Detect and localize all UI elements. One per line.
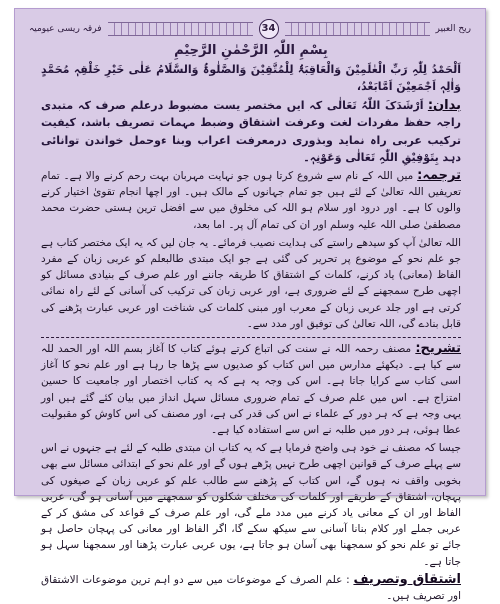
tarjama-paragraph-2: اللہ تعالیٰ آپ کو سیدھے راستے کی ہدایت نصیب فرمائے۔ یہ جان لیں کہ یہ ایک مختصر کتاب ہے جو علم نحو کے موضوع پر تحریر کی گئی ہے جو ایک مبتدی طالبعلم کو عربی زبان کے مفرد الفاظ (معانی) یاد کرنے، کلمات کے اشتقاق کا طریقہ جاننے اور علم صرف کے بنیادی مسائل کو اچھی طرح سمجھنے کے لئے ضروری ہے، اور عربی زبان کی ترکیب کی آسانی کے لئے راہ نمائی کرتی ہے اور جلد عربی زبان کے معرب اور مبنی کلمات کی شناخت اور عربی عبارت پڑھنے کی قابل بنادے گی، اللہ تعالیٰ کی توفیق اور مدد سے۔ (41, 236, 461, 330)
page-header (29, 19, 471, 39)
tashreeh-heading: تشریح: (415, 341, 461, 357)
section-divider (41, 337, 461, 338)
header-left-title: فرقہ ریسی عیومیہ (29, 24, 102, 34)
header-ornament-left (108, 22, 253, 36)
basmala: بِسْمِ اللّٰہِ الرَّحْمٰنِ الرَّحِیْمِ (174, 43, 328, 58)
bada-heading: بدان: (427, 98, 462, 114)
bada-paragraph (41, 97, 461, 166)
opening-arabic: اَلْحَمْدُ لِلّٰہِ رَبِّ الْعٰلَمِیْنَ وَالْعَاقِبَۃُ لِلْمُتَّقِیْنَ وَالصَّلٰوۃُ وَالسَّلَامُ عَلٰی خَیْرِ خَلْقِہٖ مُحَمَّدٍ وَاٰلِہٖ اَجْمَعِیْنَ اَمَّابَعْدُ، (41, 63, 461, 94)
header-right-title: ریح العبیر (435, 24, 472, 34)
ishtiqaq-paragraph (41, 572, 461, 604)
page-content (41, 43, 462, 603)
book-page (14, 8, 486, 603)
ishtiqaq-heading: اشتقاق وتصریف (353, 571, 461, 587)
header-ornament-right (285, 22, 430, 36)
tashreeh-paragraph-1 (41, 341, 461, 438)
tashreeh-paragraph-2: جیسا کہ مصنف نے خود ہی واضح فرمایا ہے کہ یہ کتاب ان مبتدی طلبہ کے لئے ہے جنہوں نے اس سے پہلے صرف کے قوانین اچھی طرح نہیں پڑھے ہوں گے اور علم نحو کے ابتدائی مسائل سے بھی بخوبی واقف نہ ہوں گے، اس کتاب کے پڑھنے سے طالب علم کو عربی زبان کے صیغوں کی پہچان، اشتقاق کے طریقے اور کلمات کی مختلف شکلوں کو سمجھنے میں آسانی ہو گی، عربی الفاظ اور ان کے معانی یاد کرنے میں مدد ملے گی، اور علم صرف کے قواعد کی مشق کر کے عربی جملے اور کلام بنانا آسانی سے سیکھ سکے گا، اگر الفاظ اور معانی کی پہچان حاصل ہو جائے تو علم نحو کو سمجھنا بھی آسان ہو جاتا ہے، یوں عربی عبارت پڑھنا اور سمجھنا سہل ہو جاتا ہے۔ (41, 442, 461, 568)
tarjama-heading: ترجمہ: (417, 168, 461, 184)
tashreeh-text-1: مصنف رحمہ اللہ نے سنت کی اتباع کرتے ہوئے کتاب کا آغاز بسم اللہ اور الحمد للہ سے کیا ہے۔ دیکھئے مدارس میں اس کتاب کو صدیوں سے پڑھا جا رہا ہے اور علم نحو کا آغاز اسی کتاب سے کرایا جاتا ہے۔ اس کی وجہ یہ ہے کہ یہ کتاب اختصار اور جامعیت کا حسین امتزاج ہے۔ اس میں علم صرف کے تمام ضروری مسائل سہل انداز میں بیان کئے گئے ہیں اور یہی وجہ ہے کہ ہر دور کے علماء نے اس کی قدر کی ہے، اور مصنف کی اس کاوش کو مقبولیت عطا ہوئی، ہر دور میں طلبہ نے اس سے استفادہ کیا ہے۔ (41, 343, 461, 437)
tarjama-paragraph-1 (41, 168, 461, 233)
ishtiqaq-text: : علم الصرف کے موضوعات میں سے دو اہم ترین موضوعات الاشتقاق اور تصریف ہیں۔ (41, 573, 461, 603)
bada-text: اَرْشَدَکَ اللّٰہُ تَعَالٰی کہ ایں مختصر یست مضبوط درعلم صرف کہ متبدی راجہ حفظ مفردات لغت وعرفت اشتقاق وضبط مہمات تصریف باشد، کیفیت ترکیب عربی راہ نماید وبذوری درمعرفت اعراب وبنا ءوحمل خواندن توانائی دہد بِتَوْفِیْقِ اللّٰہِ تَعَالٰی وَعَوْنِہٖ۔ (41, 99, 461, 164)
tarjama-text-1: میں اللہ کے نام سے شروع کرتا ہوں جو نہایت مہربان بہت رحم کرنے والا ہے۔ تمام تعریفیں اللہ تعالیٰ کے لئے ہیں جو تمام جہانوں کے مالک ہیں۔ اور اچھا انجام تقویٰ اختیار کرنے والوں کا ہے۔ اور درود اور سلام ہو اللہ کی مخلوق میں سے افضل ترین ہستی حضرت محمد مصطفیٰ صلی اللہ علیہ وسلم اور ان کی تمام آل پر۔ اما بعد، (41, 170, 461, 231)
page-number: 34 (259, 19, 279, 39)
